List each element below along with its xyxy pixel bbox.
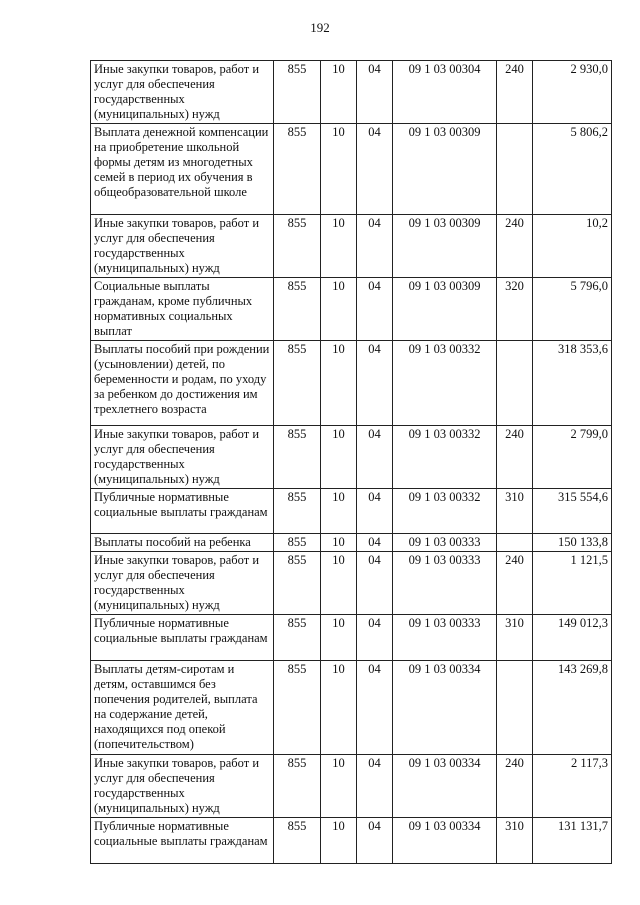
row-target-article: 09 1 03 00333 — [393, 552, 497, 615]
budget-rows — [91, 61, 612, 864]
row-amount: 131 131,7 — [533, 818, 612, 864]
row-target-article: 09 1 03 00309 — [393, 124, 497, 215]
row-expense-type: 320 — [497, 278, 533, 341]
table-row — [91, 278, 612, 341]
row-section: 10 — [321, 818, 357, 864]
row-grbs-code: 855 — [274, 341, 321, 426]
row-name: Иные закупки товаров, работ и услуг для обеспечения государственных (муниципальных) нужд — [91, 552, 274, 615]
row-target-article: 09 1 03 00309 — [393, 215, 497, 278]
row-section: 10 — [321, 489, 357, 534]
row-section: 10 — [321, 124, 357, 215]
row-grbs-code: 855 — [274, 552, 321, 615]
row-expense-type: 240 — [497, 61, 533, 124]
row-subsection: 04 — [357, 215, 393, 278]
budget-table — [90, 60, 612, 864]
row-amount: 150 133,8 — [533, 534, 612, 552]
table-row — [91, 534, 612, 552]
row-subsection: 04 — [357, 124, 393, 215]
row-expense-type — [497, 341, 533, 426]
table-row — [91, 755, 612, 818]
row-amount: 10,2 — [533, 215, 612, 278]
row-section: 10 — [321, 534, 357, 552]
row-name: Иные закупки товаров, работ и услуг для обеспечения государственных (муниципальных) нужд — [91, 755, 274, 818]
row-target-article: 09 1 03 00333 — [393, 534, 497, 552]
row-target-article: 09 1 03 00332 — [393, 489, 497, 534]
row-name: Выплаты детям-сиротам и детям, оставшимся без попечения родителей, выплата на содержание детей, находящихся под опекой (попечительством) — [91, 661, 274, 755]
row-expense-type: 240 — [497, 755, 533, 818]
row-expense-type: 240 — [497, 426, 533, 489]
row-target-article: 09 1 03 00334 — [393, 755, 497, 818]
row-grbs-code: 855 — [274, 818, 321, 864]
row-expense-type: 310 — [497, 818, 533, 864]
table-row — [91, 124, 612, 215]
row-grbs-code: 855 — [274, 661, 321, 755]
row-amount: 1 121,5 — [533, 552, 612, 615]
table-row — [91, 489, 612, 534]
page-number: 192 — [310, 20, 330, 35]
row-subsection: 04 — [357, 534, 393, 552]
row-section: 10 — [321, 215, 357, 278]
row-amount: 143 269,8 — [533, 661, 612, 755]
row-grbs-code: 855 — [274, 278, 321, 341]
row-target-article: 09 1 03 00332 — [393, 426, 497, 489]
row-target-article: 09 1 03 00332 — [393, 341, 497, 426]
row-target-article: 09 1 03 00309 — [393, 278, 497, 341]
table-row — [91, 818, 612, 864]
row-grbs-code: 855 — [274, 534, 321, 552]
row-name: Иные закупки товаров, работ и услуг для обеспечения государственных (муниципальных) нужд — [91, 215, 274, 278]
row-subsection: 04 — [357, 489, 393, 534]
row-subsection: 04 — [357, 61, 393, 124]
row-amount: 5 796,0 — [533, 278, 612, 341]
row-name: Публичные нормативные социальные выплаты гражданам — [91, 489, 274, 534]
row-name: Иные закупки товаров, работ и услуг для обеспечения государственных (муниципальных) нужд — [91, 61, 274, 124]
row-name: Публичные нормативные социальные выплаты гражданам — [91, 615, 274, 661]
row-subsection: 04 — [357, 615, 393, 661]
row-target-article: 09 1 03 00304 — [393, 61, 497, 124]
row-amount: 2 117,3 — [533, 755, 612, 818]
row-grbs-code: 855 — [274, 489, 321, 534]
row-grbs-code: 855 — [274, 755, 321, 818]
row-expense-type — [497, 661, 533, 755]
row-subsection: 04 — [357, 818, 393, 864]
row-section: 10 — [321, 426, 357, 489]
row-grbs-code: 855 — [274, 215, 321, 278]
row-target-article: 09 1 03 00333 — [393, 615, 497, 661]
row-grbs-code: 855 — [274, 61, 321, 124]
row-subsection: 04 — [357, 426, 393, 489]
table-row — [91, 341, 612, 426]
row-name: Публичные нормативные социальные выплаты гражданам — [91, 818, 274, 864]
row-grbs-code: 855 — [274, 615, 321, 661]
row-name: Выплата денежной компенсации на приобретение школьной формы детям из многодетных семей в период их обучения в общеобразовательной школе — [91, 124, 274, 215]
row-subsection: 04 — [357, 661, 393, 755]
row-section: 10 — [321, 615, 357, 661]
table-row — [91, 661, 612, 755]
row-grbs-code: 855 — [274, 426, 321, 489]
row-section: 10 — [321, 661, 357, 755]
row-grbs-code: 855 — [274, 124, 321, 215]
row-amount: 315 554,6 — [533, 489, 612, 534]
row-amount: 318 353,6 — [533, 341, 612, 426]
row-name: Выплаты пособий на ребенка — [91, 534, 274, 552]
row-subsection: 04 — [357, 341, 393, 426]
row-subsection: 04 — [357, 755, 393, 818]
row-expense-type: 310 — [497, 489, 533, 534]
table-row — [91, 615, 612, 661]
row-subsection: 04 — [357, 278, 393, 341]
row-name: Иные закупки товаров, работ и услуг для обеспечения государственных (муниципальных) нужд — [91, 426, 274, 489]
row-expense-type — [497, 124, 533, 215]
row-section: 10 — [321, 278, 357, 341]
row-section: 10 — [321, 755, 357, 818]
row-name: Социальные выплаты гражданам, кроме публичных нормативных социальных выплат — [91, 278, 274, 341]
table-row — [91, 552, 612, 615]
row-expense-type — [497, 534, 533, 552]
row-expense-type: 240 — [497, 215, 533, 278]
row-amount: 5 806,2 — [533, 124, 612, 215]
row-subsection: 04 — [357, 552, 393, 615]
row-name: Выплаты пособий при рождении (усыновлении) детей, по беременности и родам, по уходу за ребенком до достижения им трехлетнего возраста — [91, 341, 274, 426]
row-section: 10 — [321, 341, 357, 426]
row-expense-type: 310 — [497, 615, 533, 661]
row-amount: 2 930,0 — [533, 61, 612, 124]
row-target-article: 09 1 03 00334 — [393, 661, 497, 755]
row-target-article: 09 1 03 00334 — [393, 818, 497, 864]
table-row — [91, 426, 612, 489]
row-amount: 149 012,3 — [533, 615, 612, 661]
row-amount: 2 799,0 — [533, 426, 612, 489]
row-section: 10 — [321, 552, 357, 615]
table-row — [91, 61, 612, 124]
row-section: 10 — [321, 61, 357, 124]
table-row — [91, 215, 612, 278]
row-expense-type: 240 — [497, 552, 533, 615]
